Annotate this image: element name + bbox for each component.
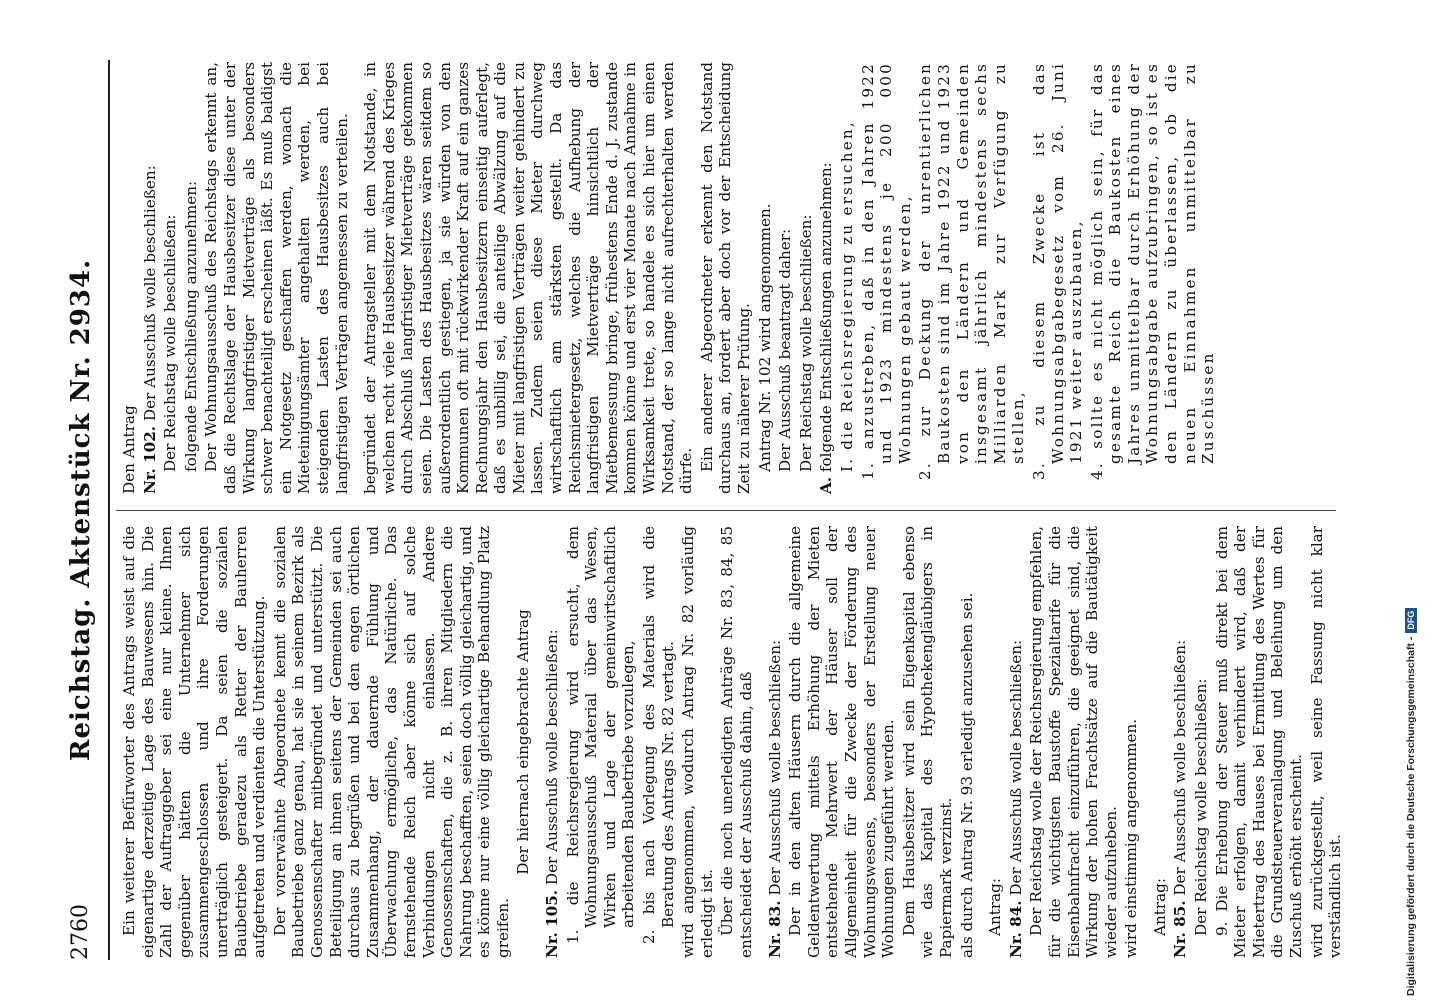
paragraph: Der Reichstag wolle beschließen: [161, 214, 180, 472]
paragraph: Der Reichstag wolle beschließen: [796, 214, 815, 472]
list-item: 3. zu diesem Zwecke ist das Wohnungsabgabegesetz vom 26. Juni 1921 weiter auszubauen, [1029, 62, 1086, 480]
motion-heading-text: Der Ausschuß wolle beschließen: [1171, 639, 1190, 896]
paragraph: Der Reichstag wolle beschließen: [1192, 678, 1211, 936]
paragraph: Ein anderer Abgeordneter erkennt den Notstand durchaus an, fordert aber doch vor der Entscheidung Zeit zu näherer Prüfung. [697, 62, 753, 494]
motion-heading-text: Der Ausschuß wolle beschließen: [140, 165, 159, 422]
paragraph: wird angenommen, wodurch Antrag Nr. 82 vorläufig erledigt ist. [679, 526, 716, 958]
column-divider [116, 510, 1336, 511]
motion-number: Nr. 102. [140, 425, 159, 494]
paragraph: Der vorerwähnte Abgeordnete kennt die sozialen Baubetriebe ganz genau, hat sie in seinem Bezirk als Genossenschafter mitbegründet und unterstützt. Die Beteiligung an ihnen seitens der Gemeinden sei auch durchaus zu begrüßen und bei den engen örtlichen Zusammenhang, der dauernde Fühlung und Überwachung ermögliche, das Natürliche. Das fernstehende Reich aber könne sich auf solche Verbindungen nicht einlassen. Andere Genossenschaften, die z. B. ihren Mitgliedern die Nahrung beschafften, seien doch völlig gleichartig, und es könne nur eine völlig gleichartige Behandlung Platz greifen. [270, 526, 512, 958]
paragraph: Dem Hausbesitzer wird sein Eigenkapital ebenso wie das Kapital des Hypothekengläubigers in Papiermark verzinst. [899, 526, 955, 958]
motion-number: Nr. 84. [1006, 900, 1025, 958]
motion-heading [141, 62, 160, 494]
paragraph: folgende Entschließung anzunehmen: [181, 180, 200, 472]
motion-heading [1007, 526, 1026, 958]
section-letter: A. [817, 476, 836, 494]
paragraph: Über die noch unerledigten Anträge Nr. 83, 84, 85 entscheidet der Ausschuß dahin, daß [718, 526, 755, 958]
section-text: folgende Entschließungen anzunehmen: [817, 162, 836, 473]
left-column [120, 526, 1345, 958]
motion-heading-text: Der Ausschuß wolle beschließen: [1006, 639, 1025, 896]
paragraph: Den Antrag [120, 405, 138, 494]
paragraph: Der Ausschuß beantragt daher: [776, 228, 795, 472]
label-antrag: Antrag: [1150, 877, 1169, 936]
list-item: 2. bis nach Vorlegung des Materials wird die Beratung des Antrags Nr. 82 vertagt. [640, 526, 677, 944]
document-page [62, 60, 1352, 960]
paragraph: als durch Antrag Nr. 93 erledigt anzusehen sei. [957, 592, 976, 958]
paragraph: 9. Die Erhebung der Steuer muß direkt bei dem Mieter erfolgen, damit verhindert wird, daß der Mietertrag des Hauses bei Ermittlung des Wertes für die Grundsteuerveranlagung und Beleihung um den Zuschuß erhöht erscheint. [1212, 526, 1306, 958]
paragraph: wird zurückgestellt, weil seine Fassung nicht klar verständlich ist. [1307, 526, 1345, 958]
list-item: 1. die Reichsregierung wird ersucht, dem Wohnungsausschuß Material über das Wesen, Wirken und Lage der gemeinwirtschaftlich arbeitenden Baubetriebe vorzulegen, [563, 526, 638, 944]
paragraph: Antrag Nr. 102 wird angenommen. [755, 203, 774, 472]
page-number: 2760 [68, 904, 93, 960]
motion-number: Nr. 83. [765, 900, 784, 958]
paragraph: begründet der Antragsteller mit dem Notstande, in welchen recht viele Hausbesitzer während des Krieges durch Abschluß langfristiger Mietverträge gekommen seien. Die Lasten des Hausbesitzes wären seitdem so außerordentlich gestiegen, ja sie würden von den Kommunen oft mit rückwirkender Kraft auf ein ganzes Rechnungsjahr den Hausbesitzern einseitig auferlegt, daß es unbillig sei, die anteilige Abwälzung auf die Mieter mit langfristigen Verträgen weiter gehindert zu lassen. Zudem seien diese Mieter durchweg wirtschaftlich am stärksten gestellt. Da das Reichsmietergesetz, welches die Aufhebung der langfristigen Mietverträge hinsichtlich der Mietbemessung bringe, frühestens Ende d. J. zustande kommen könne und erst vier Monate nach Annahme in Wirksamkeit trete, so handele es sich hier um einen Notstand, der so lange nicht aufrechterhalten werden dürfe. [361, 62, 696, 494]
motion-number: Nr. 85. [1171, 900, 1190, 958]
motion-heading-text: Der Ausschuß wolle beschließen: [543, 629, 562, 886]
dfg-logo: DFG [1405, 608, 1417, 633]
paragraph: I. die Reichsregierung zu ersuchen, [837, 120, 856, 472]
paragraph: Der Reichstag wolle der Reichsregierung empfehlen, für die wichtigsten Baustoffe Spezialtarife für die Eisenbahnfracht einzuführen, die geeignet sind, die Wirkung der hohen Frachtsätze auf die Bautätigkeit wieder aufzuheben. [1027, 526, 1120, 958]
list-item: 2. zur Deckung der unrentierlichen Baukosten sind im Jahre 1922 und 1923 von den Ländern und Gemeinden insgesamt jährlich mindestens sechs Milliarden Mark zur Verfügung zu stellen, [916, 62, 1028, 480]
header-rule [108, 60, 110, 960]
motion-heading [766, 526, 785, 958]
list-item: 1. anzustreben, daß in den Jahren 1922 und 1923 mindestens je 200 000 Wohnungen gebaut werden, [858, 62, 914, 480]
paragraph: Der Wohnungsausschuß des Reichstags erkennt an, daß die Rechtslage der Hausbesitzer diese unter der Wirkung langfristiger Mietverträge als besonders schwer benachteiligt erscheinen läßt. Es muß baldigst ein Notgesetz geschaffen werden, wonach die Mieteinigungsämter angehalten werden, bei steigenden Lasten des Hausbesitzes auch bei langfristigen Verträgen angemessen zu verteilen. [202, 62, 351, 494]
paragraph: Ein weiterer Befürworter des Antrags weist auf die eigenartige derzeitige Lage des Bauwesens hin. Die Zahl der Auftraggeber sei eine nur kleine. Ihnen gegenüber hätten die Unternehmer sich zusammengeschlossen und ihre Forderungen unerträglich gesteigert. Da seien die sozialen Baubetriebe geradezu als Retter der Bauherren aufgetreten und verdienten die Unterstützung. [120, 526, 269, 958]
motion-number: Nr. 105. [543, 889, 562, 958]
page-title: Reichstag. Aktenstück Nr. 2934. [66, 258, 96, 762]
attribution-text: Digitalisierung gefördert durch die Deutsche Forschungsgemeinschaft - [1405, 636, 1417, 996]
digitization-attribution [1396, 6, 1430, 996]
list-item: 4. sollte es nicht möglich sein, für das gesamte Reich die Baukosten eines Jahres unmittelbar durch Erhöhung der Wohnungsabgabe aufzubringen, so ist es den Ländern zu überlassen, ob die neuen Einnahmen unmittelbar zu Zuschüssen [1087, 62, 1218, 480]
motion-heading [1171, 526, 1190, 958]
resolution-heading [817, 62, 836, 494]
motion-heading-text: Der Ausschuß wolle beschließen: [765, 639, 784, 896]
paragraph: Der in den alten Häusern durch die allgemeine Geldentwertung mittels Erhöhung der Mieten entstehende Mehrwert der Häuser soll der Allgemeinheit für die Zwecke der Förderung des Wohnungswesens, besonders der Erstellung neuer Wohnungen zugeführt werden. [786, 526, 898, 958]
motion-heading [543, 526, 562, 958]
paragraph: Der hiernach eingebrachte Antrag [514, 609, 533, 875]
label-antrag: Antrag: [986, 877, 1005, 936]
right-column [120, 62, 1330, 494]
paragraph: wird einstimmig angenommen. [1122, 718, 1141, 958]
